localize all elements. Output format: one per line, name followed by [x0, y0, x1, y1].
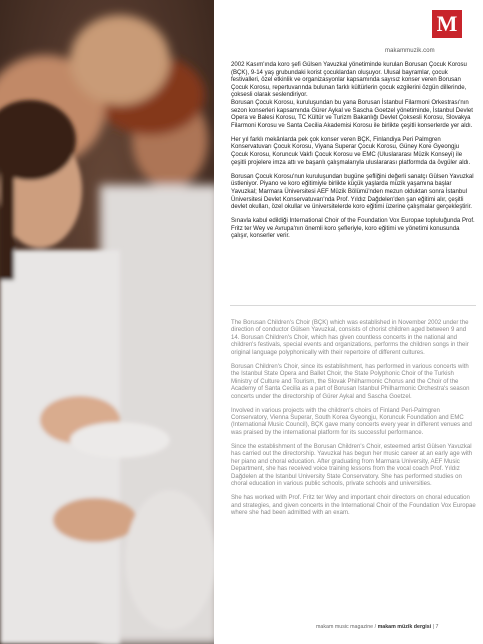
turkish-text-column — [231, 62, 476, 247]
english-paragraph: Involved in various projects with the children's choirs of Finland Peri-Palmgren Conservatory, Vienna Superar, South Korea Gyeongju, Koruncuk Foundation and EMC (International Music Council), BÇK gave many concerts every year in different venues and was praised by the international platform for its successful performance. — [231, 407, 472, 436]
turkish-paragraph: Her yıl farklı mekânlarda pek çok konser veren BÇK, Finlandiya Peri Palmgren Konservatuvarı Çocuk Korosu, Viyana Superar Çocuk Korosu, Güney Kore Gyeongju Çocuk Korosu, Koruncuk Vakfı Çocuk Korosu ve EMC (Uluslararası Müzik Konseyi) ile çeşitli projelere imza attı ve başarılı çalışmalarıyla uluslararası platformda da övgüler aldı. — [231, 136, 471, 166]
section-divider — [230, 305, 476, 306]
page-number: 7 — [435, 624, 439, 630]
footer-page-separator: | — [432, 624, 435, 630]
magazine-logo — [432, 10, 462, 38]
footer-magazine-name: makam music magazine — [316, 624, 374, 630]
footer-separator: / — [374, 624, 377, 630]
website-url: makammuzik.com — [385, 48, 435, 54]
english-text-column — [231, 320, 476, 524]
english-paragraph: The Borusan Children's Choir (BÇK) which was established in November 2002 under the direction of conductor Gülsen Yavuzkal, consists of chorist children aged between 9 and 14. Borusan Children's Choir, which has given countless concerts in the national and children's festivals, special events and organizations, performs the children songs in their original language polyphonically with their repertoire of different cultures. — [231, 320, 469, 356]
english-paragraph: She has worked with Prof. Fritz ter Wey and important choir directors on choral education and strategies, and given concerts in the International Choir of the Foundation Vox Europae where she had been admitted with an exam. — [231, 495, 476, 516]
turkish-paragraph: Borusan Çocuk Korosu'nun kuruluşundan bugüne şefliğini değerli sanatçı Gülsen Yavuzkal üstleniyor. Piyano ve koro eğitimiyle birlikte küçük yaşlarda müzik yaşamına başlar Yavuzkal; Marmara Üniversitesi AEF Müzik Bölümü'nden mezun olduktan sonra İstanbul Üniversitesi Devlet Konservatuvarı'nda Prof. Yıldız Dağdelen'den şan eğitimi alır, çeşitli devlet okulları, özel okullar ve üniversitelerde koro eğitimi üzerine çalışmalar gerçekleştirir. — [231, 173, 474, 211]
turkish-paragraph: Sınavla kabul edildiği International Choir of the Foundation Vox Europae topluluğunda Prof. Fritz ter Wey ve Avrupa'nın önemli koro şefleriyle, koro eğitimi ve yönetimi konusunda çalışır, konserler verir. — [231, 218, 475, 240]
choir-photo — [0, 0, 214, 644]
english-paragraph: Since the establishment of the Borusan Children's Choir, esteemed artist Gülsen Yavuzkal has carried out the directorship. Yavuzkal has begun her music career at an early age with her piano and choral education. After graduating from Marmara University, AEF Music Department, she has received voice training lessons from the vocal coach Prof. Yıldız Dağdelen at the Istanbul University State Conservatory. She has performed studies on choral education in various public schools, private schools and universities. — [231, 443, 473, 488]
turkish-paragraph: Borusan Çocuk Korosu, kuruluşundan bu yana Borusan İstanbul Filarmoni Orkestrası'nın sezon konserleri kapsamında Gürer Aykal ve Sascha Goetzel yönetiminde, İstanbul Devlet Opera ve Balesi Korosu, TC Kültür ve Turizm Bakanlığı Devlet Çoksesli Korosu, Slovakya Filarmoni Korosu ve Santa Cecilia Akademisi Korosu ile birlikte çeşitli konserlerde yer aldı. — [231, 99, 473, 129]
footer-dergi-name: makam müzik dergisi — [377, 624, 432, 630]
logo-letter: M — [436, 11, 458, 36]
english-paragraph: Borusan Children's Choir, since its establishment, has performed in various concerts with the Istanbul State Opera and Ballet Choir, the State Polyphonic Choir of the Turkish Ministry of Culture and Tourism, the Slovak Philharmonic Chorus and the Choir of the Academy of Santa Cecilia as a part of Borusan Istanbul Philharmonic Orchestra's season concerts under the directorship of Gürer Aykal and Sascha Goetzel. — [231, 363, 470, 400]
page-footer — [316, 624, 438, 630]
turkish-paragraph: 2002 Kasım'ında koro şefi Gülsen Yavuzkal yönetiminde kurulan Borusan Çocuk Korosu (BÇK), 9-14 yaş grubundaki korist çocuklardan oluşuyor. Ulusal bayramlar, çocuk festivalleri, özel etkinlik ve organizasyonlar kapsamında sayısız konser veren Borusan Çocuk Korosu, repertuvarında bulunan farklı kültürlerin çocuk ezgilerini özgün dillerinde, çoksesli olarak seslendiriyor. — [231, 62, 467, 99]
